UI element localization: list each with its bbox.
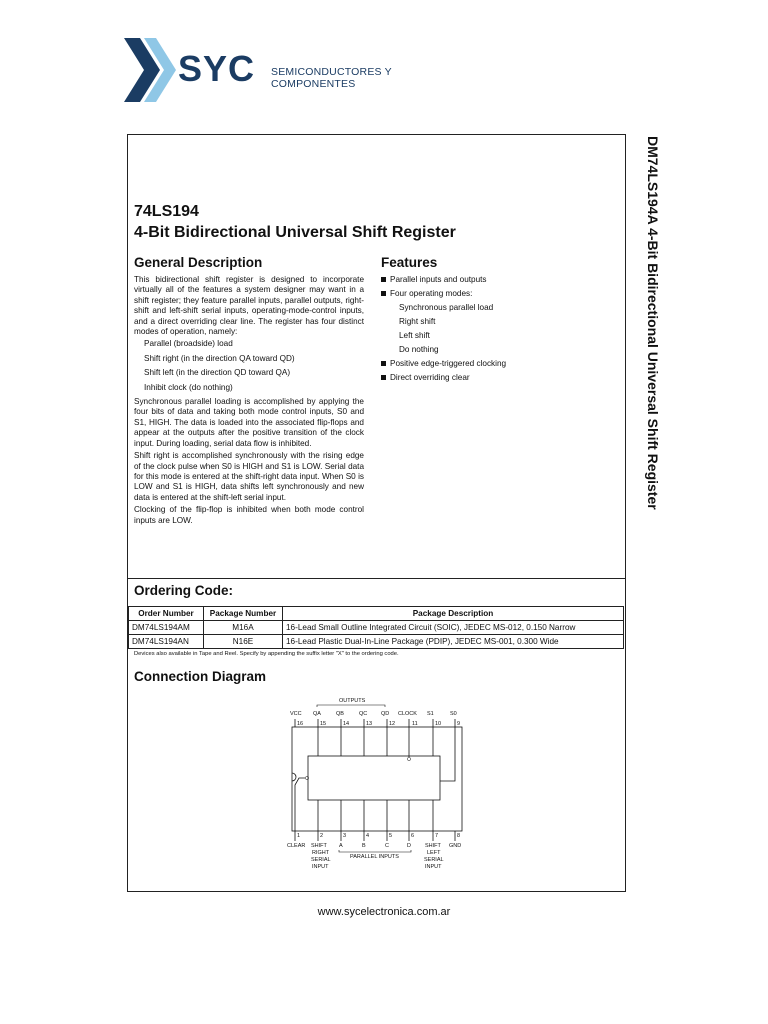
part-title: 4-Bit Bidirectional Universal Shift Register <box>134 224 456 241</box>
description-paragraph: Shift right is accomplished synchronously with the rising edge of the clock pulse when S0 is HIGH and S1 is LOW. Serial data for this mode is entered at the shift-right data input. When S0 is LOW and S1 is HIGH, data shifts left synchronously and new data is entered at the shift-left serial input. <box>134 451 364 502</box>
pin-number: 1 <box>297 833 301 839</box>
order-number: DM74LS194AM <box>129 621 204 635</box>
description-paragraph: Synchronous parallel loading is accomplished by applying the four bits of data and taking both mode control inputs, S0 and S1, HIGH. The data is loaded into the associated flip-flops and appear at the outputs after the positive transition of the clock input. During loading, serial data flow is inhibited. <box>134 397 364 448</box>
column-header: Package Description <box>283 607 624 621</box>
pin-number: 15 <box>320 721 327 727</box>
pin-number: 4 <box>366 833 370 839</box>
pin-number: 9 <box>457 721 461 727</box>
pin-label: C <box>385 843 389 849</box>
features-heading: Features <box>381 255 438 270</box>
company-subtitle: SEMICONDUCTORES Y COMPONENTES <box>271 66 392 90</box>
general-description <box>134 275 364 528</box>
mode-item: Shift right (in the direction QA toward QD) <box>144 353 295 363</box>
pin-label: QD <box>381 711 390 717</box>
description-paragraph: This bidirectional shift register is designed to incorporate virtually all of the features a system designer may want in a shift register; they feature parallel inputs, parallel outputs, right-shift and left-shift serial inputs, operating-mode-control inputs, and a direct overriding clear line. The register has four distinct modes of operation, namely: <box>134 275 364 337</box>
pin-label: VCC <box>290 711 302 717</box>
table-header-row <box>129 607 624 621</box>
pin-label: SHIFT <box>311 843 327 849</box>
pin-number: 14 <box>343 721 350 727</box>
part-number: 74LS194 <box>134 203 199 220</box>
pin-number: 13 <box>366 721 373 727</box>
pin-label: D <box>407 843 411 849</box>
pin-label: CLOCK <box>398 711 417 717</box>
ordering-table <box>128 606 624 649</box>
logo-chevron-icon <box>124 38 184 104</box>
pin-number: 5 <box>389 833 393 839</box>
package-number: M16A <box>204 621 283 635</box>
pin-number: 8 <box>457 833 461 839</box>
pin-sublabel: SERIAL <box>424 857 444 863</box>
feature-subitem: Synchronous parallel load <box>399 303 494 312</box>
parallel-inputs-label: PARALLEL INPUTS <box>350 854 399 860</box>
ordering-note: Devices also available in Tape and Reel. Specify by appending the suffix letter "X" to the ordering code. <box>134 651 399 657</box>
feature-item: Parallel inputs and outputs <box>381 275 611 285</box>
table-row <box>129 635 624 649</box>
pin-number: 11 <box>412 721 418 727</box>
outputs-label: OUTPUTS <box>339 698 366 704</box>
pin-sublabel: LEFT <box>427 850 441 856</box>
features-list <box>381 275 611 387</box>
feature-item: Direct overriding clear <box>381 373 611 383</box>
parallel-inputs-brace <box>339 850 411 852</box>
feature-item: Positive edge-triggered clocking <box>381 359 611 369</box>
pin-number: 3 <box>343 833 347 839</box>
pin-label: QB <box>336 711 344 717</box>
pin-sublabel: INPUT <box>312 864 329 870</box>
bullet-square-icon <box>381 361 386 366</box>
pin-label: A <box>339 843 343 849</box>
feature-subitem: Right shift <box>399 317 436 326</box>
feature-subitem: Left shift <box>399 331 430 340</box>
logic-block <box>308 756 440 800</box>
column-header: Order Number <box>129 607 204 621</box>
feature-item: Four operating modes: <box>381 289 611 299</box>
pin-label: GND <box>449 843 462 849</box>
pin1-notch <box>292 773 296 781</box>
column-header: Package Number <box>204 607 283 621</box>
connection-diagram <box>285 693 465 878</box>
bullet-square-icon <box>381 375 386 380</box>
connection-diagram-heading: Connection Diagram <box>134 669 267 684</box>
pin-number: 2 <box>320 833 324 839</box>
pin-sublabel: SERIAL <box>311 857 331 863</box>
pin-number: 6 <box>411 833 415 839</box>
pin-label: SHIFT <box>425 843 441 849</box>
mode-item: Inhibit clock (do nothing) <box>144 382 233 392</box>
company-name: SYC <box>178 48 256 89</box>
pin-number: 16 <box>297 721 304 727</box>
general-description-heading: General Description <box>134 255 263 270</box>
package-description: 16-Lead Plastic Dual-In-Line Package (PDIP), JEDEC MS-001, 0.300 Wide <box>283 635 624 649</box>
bullet-square-icon <box>381 291 386 296</box>
pin-number: 10 <box>435 721 442 727</box>
mode-item: Shift left (in the direction QD toward QA) <box>144 368 291 378</box>
pin-sublabel: INPUT <box>425 864 442 870</box>
table-row <box>129 621 624 635</box>
pin-number: 7 <box>435 833 439 839</box>
bottom-pin-lines <box>295 778 455 841</box>
pin-label: CLEAR <box>287 843 306 849</box>
package-description: 16-Lead Small Outline Integrated Circuit (SOIC), JEDEC MS-012, 0.150 Narrow <box>283 621 624 635</box>
pin-label: QC <box>359 711 368 717</box>
pin-label: QA <box>313 711 321 717</box>
mode-item: Parallel (broadside) load <box>144 339 233 349</box>
feature-subitem: Do nothing <box>399 345 439 354</box>
section-divider <box>127 578 625 579</box>
ic-package <box>292 727 462 831</box>
clock-bubble <box>407 757 410 760</box>
package-number: N16E <box>204 635 283 649</box>
description-paragraph: Clocking of the flip-flop is inhibited when both mode control inputs are LOW. <box>134 505 364 525</box>
pin-number: 12 <box>389 721 396 727</box>
outputs-brace <box>317 705 385 707</box>
pin-sublabel: RIGHT <box>312 850 330 856</box>
side-title: DM74LS194A 4-Bit Bidirectional Universal Shift Register <box>645 136 661 510</box>
order-number: DM74LS194AN <box>129 635 204 649</box>
ordering-code-heading: Ordering Code: <box>134 583 234 598</box>
pin-label: B <box>362 843 366 849</box>
company-logo <box>124 38 454 104</box>
pin-label: S1 <box>427 711 434 717</box>
top-pin-lines <box>295 719 455 781</box>
pin-label: S0 <box>450 711 457 717</box>
footer-url[interactable]: www.sycelectronica.com.ar <box>317 906 451 918</box>
bullet-square-icon <box>381 277 386 282</box>
